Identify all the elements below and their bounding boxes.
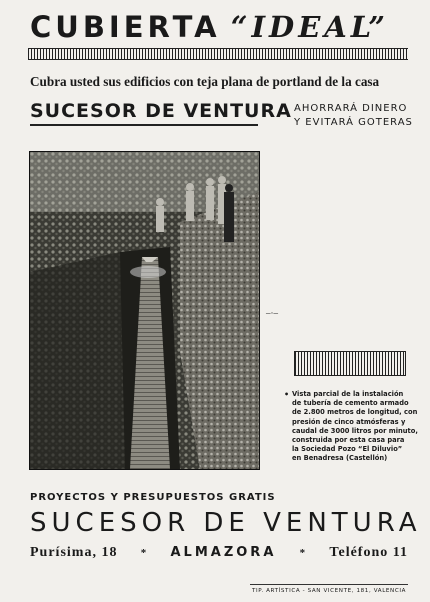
slogan-line-1: AHORRARÁ DINERO: [294, 103, 408, 114]
title-main: CUBIERTA: [30, 10, 221, 44]
footer-rule: [250, 584, 408, 585]
brand-name-bottom: SUCESOR DE VENTURA: [30, 508, 422, 538]
title-brand: “IDEAL”: [230, 10, 389, 44]
caption-line: caudal de 3000 litros por minuto,: [292, 426, 418, 435]
caption-bullet: •: [284, 390, 290, 399]
separator-star: *: [299, 547, 307, 559]
separator-star: *: [140, 547, 148, 559]
photo-illustration: [30, 152, 259, 469]
address-line: [30, 545, 408, 561]
printer-credit: TIP. ARTÍSTICA - SAN VICENTE, 181, VALENCIA: [252, 588, 407, 594]
ad-title: [30, 8, 410, 46]
slogan-line-2: Y EVITARÁ GOTERAS: [294, 117, 413, 128]
street-address: Purísima, 18: [30, 545, 118, 560]
subtitle: Cubra usted sus edificios con teja plana de portland de la casa: [30, 74, 380, 89]
hatched-box: [294, 351, 406, 376]
caption-line: de tubería de cemento armado: [292, 399, 409, 408]
projects-line: PROYECTOS Y PRESUPUESTOS GRATIS: [30, 492, 276, 503]
phone-number: Teléfono 11: [329, 545, 408, 560]
brand-name-top: SUCESOR DE VENTURA: [30, 100, 292, 122]
caption-line: en Benadresa (Castellón): [292, 454, 388, 463]
brand-underline: [30, 124, 258, 126]
photo-caption: [284, 390, 418, 464]
pipeline-trench-photo: [29, 151, 260, 470]
caption-line: Vista parcial de la instalación: [292, 390, 404, 398]
caption-line: construida por esta casa para: [292, 436, 405, 445]
print-mark: –·–: [266, 308, 278, 318]
hatched-divider: [28, 48, 408, 60]
caption-line: la Sociedad Pozo “El Diluvio”: [292, 445, 403, 454]
slogan: [294, 102, 413, 130]
caption-line: de 2.800 metros de longitud, con: [292, 408, 418, 417]
caption-line: presión de cinco atmósferas y: [292, 417, 406, 426]
city-name: ALMAZORA: [170, 545, 277, 560]
